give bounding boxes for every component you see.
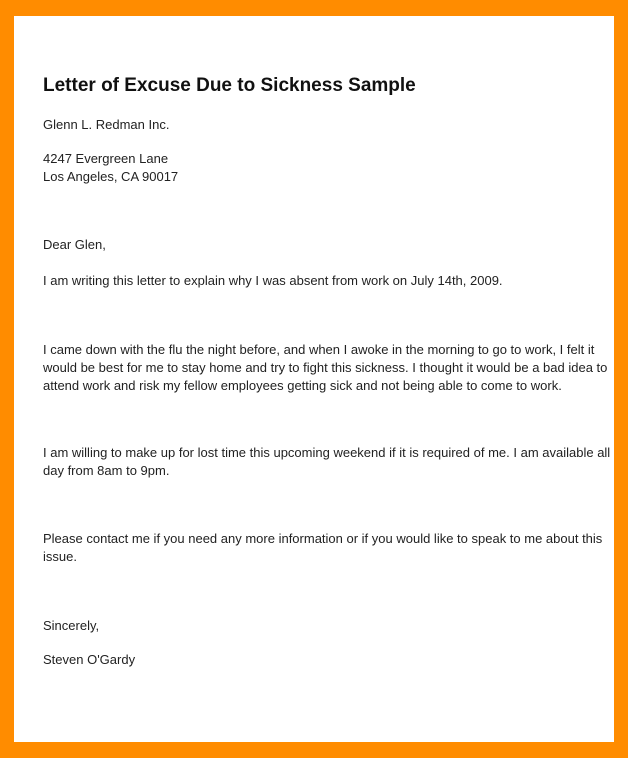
paragraph-contact-request bbox=[43, 530, 603, 566]
paragraph-line: I came down with the flu the night before, and when I awoke in the morning to go to work, I felt it bbox=[43, 342, 595, 357]
paragraph-line: I am willing to make up for lost time this upcoming weekend if it is required of me. I am available all bbox=[43, 445, 611, 460]
paragraph-absence-explanation: I am writing this letter to explain why I was absent from work on July 14th, 2009. bbox=[43, 273, 503, 288]
paragraph-make-up-time bbox=[43, 444, 611, 480]
paragraph-line: would be best for me to stay home and try to fight this sickness. I thought it would be a bad idea to bbox=[43, 360, 608, 375]
address-line-1: 4247 Evergreen Lane bbox=[43, 151, 169, 166]
paragraph-line: Please contact me if you need any more information or if you would like to speak to me about this bbox=[43, 531, 603, 546]
paragraph-line: day from 8am to 9pm. bbox=[43, 463, 170, 478]
paragraph-line: attend work and risk my fellow employees getting sick and not being able to come to work. bbox=[43, 378, 562, 393]
address-line-2: Los Angeles, CA 90017 bbox=[43, 169, 179, 184]
salutation: Dear Glen, bbox=[43, 237, 106, 252]
closing: Sincerely, bbox=[43, 618, 100, 633]
letter-title: Letter of Excuse Due to Sickness Sample bbox=[43, 75, 416, 96]
signature-name: Steven O'Gardy bbox=[43, 652, 136, 667]
paragraph-line: issue. bbox=[43, 549, 77, 564]
company-name: Glenn L. Redman Inc. bbox=[43, 117, 170, 132]
paragraph-flu-details bbox=[43, 341, 608, 395]
